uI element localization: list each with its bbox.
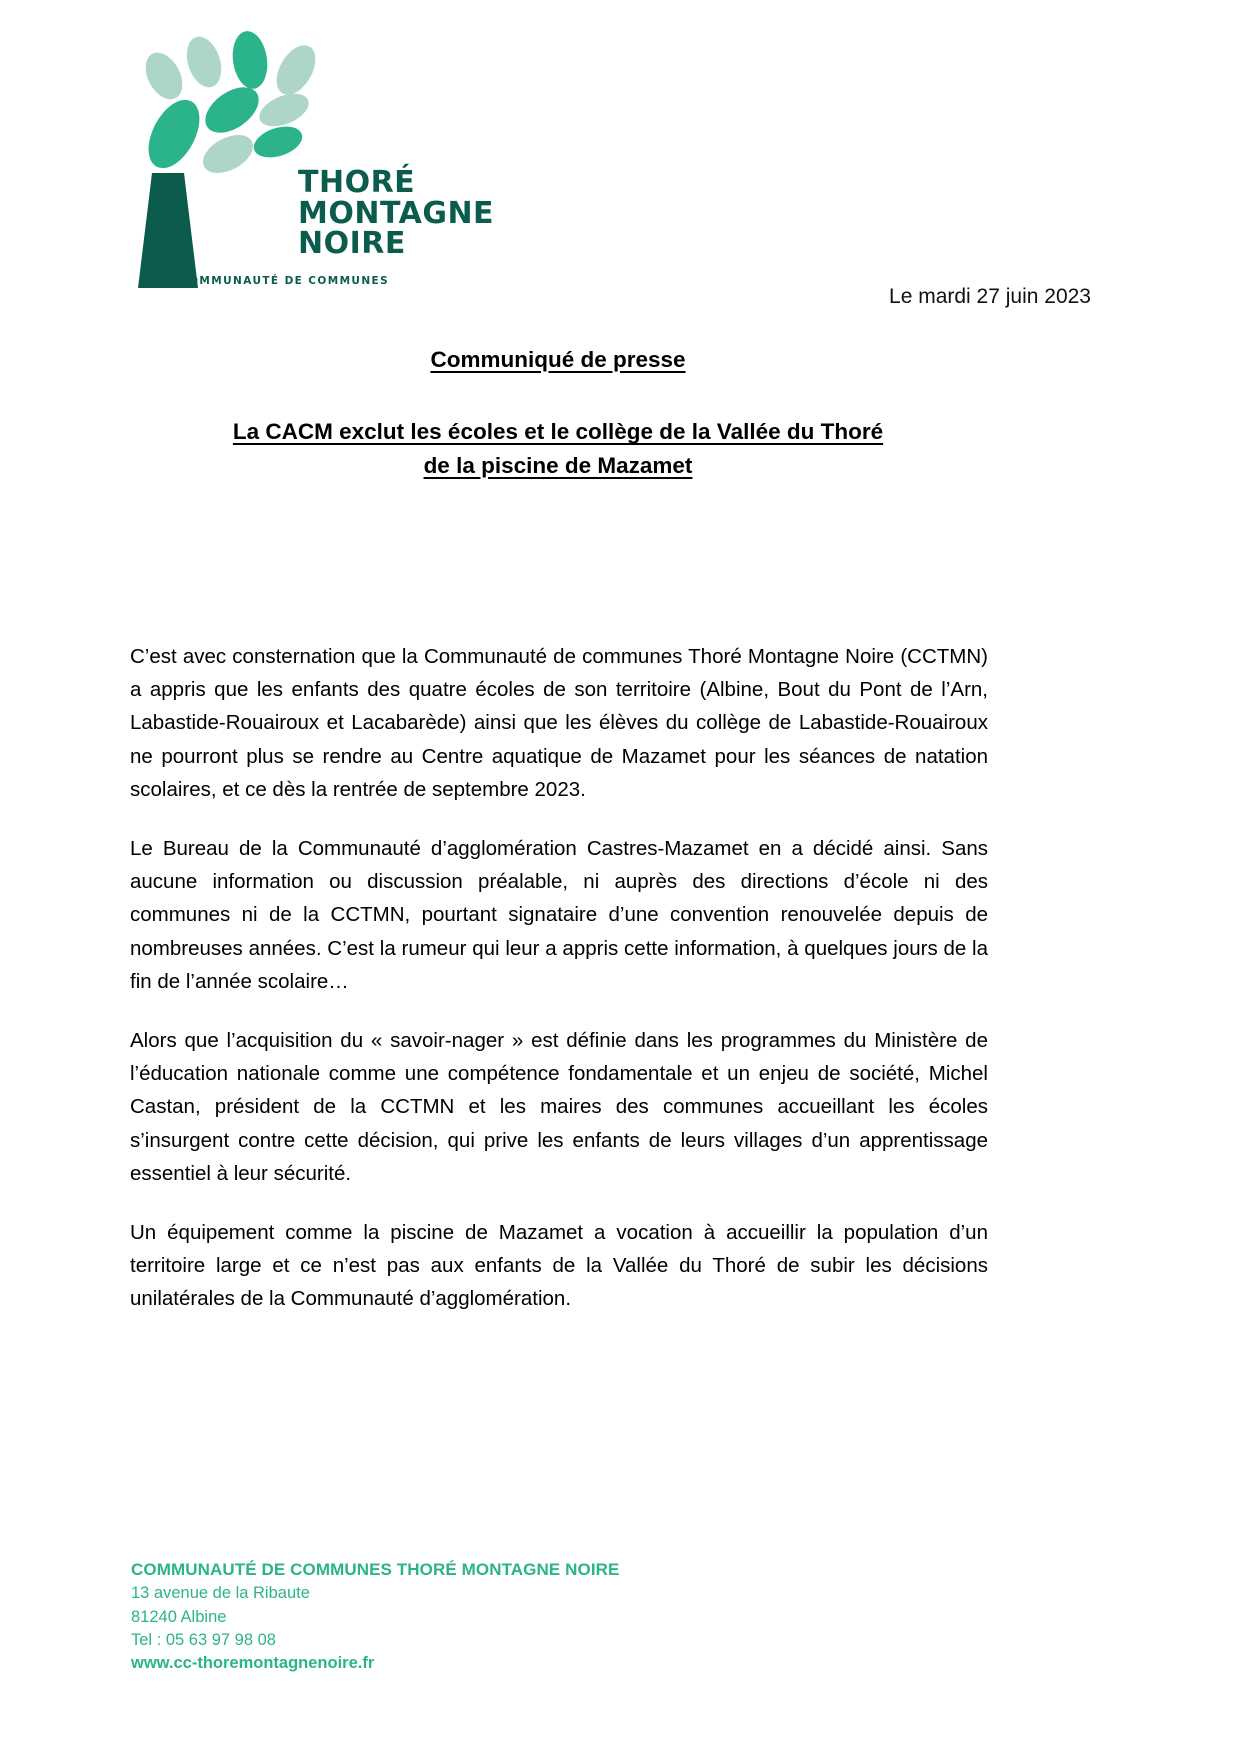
logo-subtitle: COMMUNAUTÉ DE COMMUNES xyxy=(180,275,390,287)
footer-address-city: 81240 Albine xyxy=(131,1607,227,1626)
page-subtitle-line-1: La CACM exclut les écoles et le collège de la Vallée du Thoré xyxy=(232,419,884,445)
organisation-logo xyxy=(128,30,495,287)
logo-wordmark xyxy=(298,165,498,262)
footer-website-link[interactable]: www.cc-thoremontagnenoire.fr xyxy=(131,1654,375,1673)
mountain-trunk-icon xyxy=(128,173,208,288)
logo-wordmark-line-1: THORÉ xyxy=(298,165,416,200)
footer-contact-block xyxy=(131,1558,831,1676)
body-paragraph: Le Bureau de la Communauté d’agglomération Castres-Mazamet en a décidé ainsi. Sans aucune information ou discussion préalable, ni auprès des directions d’école ni des communes ni de la CCTMN, pourtant signataire d’une convention renouvelée depuis de nombreuses années. C’est la rumeur qui leur a appris cette information, à quelques jours de la fin de l’année scolaire… xyxy=(130,837,988,993)
logo-wordmark-line-3: NOIRE xyxy=(298,226,406,262)
page-title: Communiqué de presse xyxy=(430,347,686,372)
title-block xyxy=(128,345,988,483)
body-paragraph: Un équipement comme la piscine de Mazamet a vocation à accueillir la population d’un territoire large et ce n’est pas aux enfants de la Vallée du Thoré de subir les décisions unilatérales de la Communauté d’agglomération. xyxy=(130,1221,988,1311)
footer-address-street: 13 avenue de la Ribaute xyxy=(131,1584,310,1603)
page-subtitle xyxy=(128,415,988,483)
footer-phone: Tel : 05 63 97 98 08 xyxy=(131,1630,276,1649)
leaves-icon xyxy=(128,30,358,175)
logo-wordmark-line-2: MONTAGNE xyxy=(298,195,495,231)
body-paragraph: Alors que l’acquisition du « savoir-nager » est définie dans les programmes du Ministère de l’éducation nationale comme une compétence fondamentale et un enjeu de société, Michel Castan, président de la CCTMN et les maires des communes accueillant les écoles s’insurgent contre cette décision, qui prive les enfants de leurs villages d’un apprentissage essentiel à leur sécurité. xyxy=(130,1029,988,1185)
body-content xyxy=(130,640,988,1316)
document-date: Le mardi 27 juin 2023 xyxy=(889,285,1091,308)
footer-organisation: COMMUNAUTÉ DE COMMUNES THORÉ MONTAGNE NOIRE xyxy=(131,1560,620,1579)
body-paragraph: C’est avec consternation que la Communauté de communes Thoré Montagne Noire (CCTMN) a appris que les enfants des quatre écoles de son territoire (Albine, Bout du Pont de l’Arn, Labastide-Rouairoux et Lacabarède) ainsi que les élèves du collège de Labastide-Rouairoux ne pourront plus se rendre au Centre aquatique de Mazamet pour les séances de natation scolaires, et ce dès la rentrée de septembre 2023. xyxy=(130,645,988,801)
page-subtitle-line-2: de la piscine de Mazamet xyxy=(423,453,693,479)
